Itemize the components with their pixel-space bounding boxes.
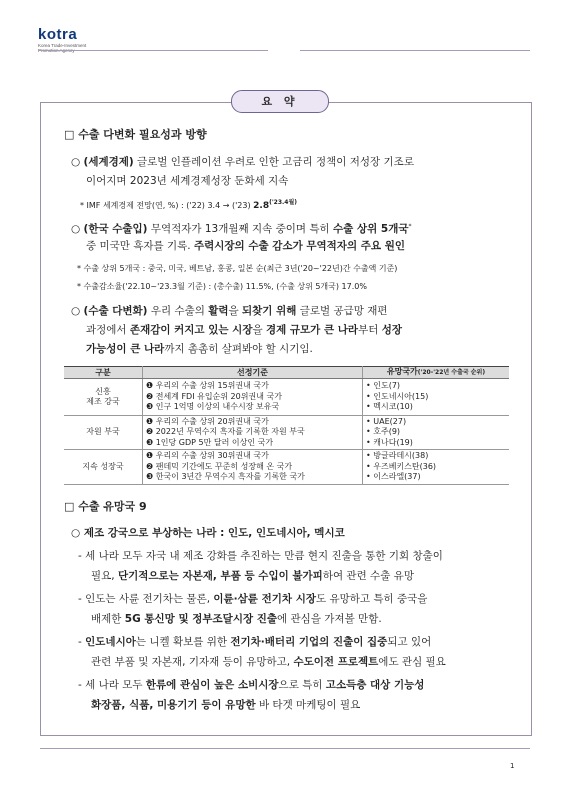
country-line: • 우즈베키스탄(36) [366, 461, 437, 471]
country-line: • UAE(27) [366, 416, 407, 426]
d3-l2-c: 에도 관심 필요 [378, 656, 446, 668]
d1-line2 [91, 569, 414, 583]
country-line: • 이스라엘(37) [366, 472, 421, 482]
country-line: • 캐나다(19) [366, 437, 413, 447]
header-rule-left [38, 50, 268, 51]
p3-l3-b: 까지 촘촘히 살펴봐야 할 시기임. [164, 343, 313, 355]
p2-line2 [86, 239, 405, 253]
d3-l1-b: 인도네시아 [85, 636, 136, 648]
d2-l2-b: 5G 통신망 및 정부조달시장 진출 [124, 613, 278, 625]
p3-l1-b: 활력 [208, 305, 229, 317]
promising-countries-table [64, 366, 509, 485]
table-header-note: ('20-'22년 수출국 순위) [417, 369, 486, 376]
d2-l1-c: 도 유망하고 특히 중국을 [315, 593, 428, 605]
section2-title: □ 수출 유망국 9 [64, 500, 147, 513]
d1-line1: - 세 나라 모두 자국 내 제조 강화를 추진하는 만큼 현지 진출을 통한 기회 창출이 [78, 550, 443, 562]
d3-line1 [78, 635, 431, 649]
table-cell-group [64, 416, 143, 450]
d4-l2-a: 화장품, 식품, 미용기기 등이 유망한 [91, 699, 256, 711]
section2-subheading: ○ 제조 강국으로 부상하는 나라 : 인도, 인도네시아, 멕시코 [71, 527, 345, 539]
d3-l1-e: 되고 있어 [387, 636, 432, 648]
criteria-line: ❷ 2022년 무역수지 흑자를 기록한 자원 부국 [146, 427, 305, 437]
p3-l1-d: 되찾기 위해 [242, 305, 297, 317]
p3-l2-a: 과정에서 [86, 324, 130, 336]
criteria-line: ❷ 팬데믹 기간에도 꾸준히 성장해 온 국가 [146, 461, 293, 471]
note-decline: * 수출감소율('22.10~'23.3월 기준) : (총수출) 11.5%, (수출 상위 5개국) 17.0% [77, 282, 367, 291]
p1-text: 글로벌 인플레이션 우려로 인한 고금리 정책이 저성장 기조로 [133, 156, 414, 168]
p2-line2-bold: 주력시장의 수출 감소가 무역적자의 주요 원인 [193, 240, 405, 252]
p3-l2-e: 부터 [358, 324, 382, 336]
p3-prefix: (수출 다변화) [83, 305, 148, 317]
p1-bullet: ○ [71, 156, 81, 168]
table-header-criteria: 선정기준 [143, 367, 363, 379]
p3-l3-a: 가능성이 큰 나라 [86, 343, 165, 355]
d3-l2-b: 수도이전 프로젝트 [293, 656, 379, 668]
table-cell-group [64, 450, 143, 485]
d2-line1 [78, 592, 427, 606]
note-imf [80, 196, 297, 213]
country-line: • 방글라데시(38) [366, 451, 429, 461]
p3-l2-d: 경제 규모가 큰 나라 [265, 324, 359, 336]
p2-prefix: (한국 수출입) [83, 223, 148, 235]
table-cell-criteria [143, 450, 363, 485]
note-top5: * 수출 상위 5개국 : 중국, 미국, 베트남, 홍콩, 일본 순(최근 3년('20~'22년)간 수출액 기준) [77, 264, 398, 273]
d4-line2 [91, 698, 360, 712]
p2-bold: 수출 상위 5개국 [333, 223, 409, 235]
p3-l2-f: 성장 [381, 324, 402, 336]
d4-l1-b: 한류에 관심이 높은 소비시장 [145, 679, 279, 691]
logo-subtitle: Korea Trade-Investment [38, 43, 87, 48]
country-line: • 인도네시아(15) [366, 391, 429, 401]
d2-l1-b: 이륜·삼륜 전기차 시장 [213, 593, 316, 605]
p1-line1 [71, 155, 414, 169]
d3-l2-a: 관련 부품 및 자본재, 기자재 등이 유망하고, [91, 656, 294, 668]
d2-l2-c: 에 관심을 가져볼 만함. [277, 613, 382, 625]
country-line: • 호주(9) [366, 427, 401, 437]
d1-l2-a: 필요, [91, 570, 118, 582]
p3-l1-c: 을 [228, 305, 242, 317]
group-line: 자원 부국 [86, 427, 120, 437]
table-cell-group [64, 379, 143, 416]
d4-l2-b: 바 타겟 마케팅이 필요 [255, 699, 361, 711]
d4-l1-c: 으로 특히 [278, 679, 326, 691]
p3-line3 [86, 342, 313, 356]
group-line: 지속 성장국 [82, 461, 124, 471]
note-imf-value: 2.8 [253, 201, 270, 211]
note-imf-sup: ('23.4월) [269, 199, 298, 206]
p2-text: 무역적자가 13개월째 지속 중이며 특히 [147, 223, 334, 235]
d2-l1-a: - 인도는 사륜 전기차는 물론, [78, 593, 214, 605]
criteria-line: ❸ 1인당 GDP 5만 달러 이상인 국가 [146, 437, 274, 447]
criteria-line: ❸ 한국이 3년간 무역수지 흑자를 기록한 국가 [146, 472, 305, 482]
p3-l1-a: 우리 수출의 [147, 305, 209, 317]
d2-line2 [91, 612, 382, 626]
criteria-line: ❷ 전세계 FDI 유입순위 20위권내 국가 [146, 391, 282, 401]
table-cell-countries [363, 450, 510, 485]
table-row [64, 450, 509, 485]
p3-line2 [86, 323, 402, 337]
note-imf-text: * IMF 세계경제 전망(연, %) : ('22) 3.4 → ('23) [80, 201, 254, 210]
p1-line2: 이어지며 2023년 세계경제성장 둔화세 지속 [86, 175, 289, 187]
table-row [64, 416, 509, 450]
criteria-line: ❶ 우리의 수출 상위 20위권내 국가 [146, 416, 269, 426]
p3-l2-c: 을 [252, 324, 266, 336]
table-cell-countries [363, 379, 510, 416]
p3-bullet: ○ [71, 305, 81, 317]
footer-rule [40, 748, 530, 749]
p3-l2-b: 존재감이 커지고 있는 시장 [129, 324, 253, 336]
table-header-countries-label: 유망국가 [386, 367, 418, 376]
kotra-logo [38, 26, 98, 53]
p2-line2-text: 중 미국만 흑자를 기록. [86, 240, 194, 252]
p3-l1-e: 글로벌 공급망 재편 [296, 305, 388, 317]
d1-l2-b: 단기적으로는 자본재, 부품 등 수입이 불가피 [117, 570, 323, 582]
d3-l1-c: 는 니켈 확보를 위한 [135, 636, 231, 648]
d3-line2 [91, 655, 446, 669]
country-line: • 멕시코(10) [366, 402, 413, 412]
d2-l2-a: 배제한 [91, 613, 125, 625]
table-cell-countries [363, 416, 510, 450]
group-line: 신흥 [95, 386, 111, 396]
table-header-row [64, 367, 509, 379]
p1-prefix: (세계경제) [83, 156, 134, 168]
table-row [64, 379, 509, 416]
d3-l1-a: - [78, 636, 86, 648]
p2-line1 [71, 220, 412, 236]
d1-l2-c: 하여 관련 수출 유망 [322, 570, 414, 582]
table-cell-criteria [143, 416, 363, 450]
d3-l1-d: 전기차·배터리 기업의 진출이 집중 [230, 636, 388, 648]
criteria-line: ❸ 인구 1억명 이상의 내수시장 보유국 [146, 402, 280, 412]
page-number: 1 [510, 762, 515, 770]
criteria-line: ❶ 우리의 수출 상위 15위권내 국가 [146, 381, 269, 391]
country-line: • 인도(7) [366, 381, 401, 391]
d4-l1-a: - 세 나라 모두 [78, 679, 146, 691]
d4-line1 [78, 678, 424, 692]
p2-bullet: ○ [71, 223, 81, 235]
header-rule-right [300, 50, 530, 51]
group-line: 제조 강국 [86, 397, 120, 406]
section1-title: □ 수출 다변화 필요성과 방향 [64, 128, 207, 141]
logo-text: kotra [38, 26, 78, 43]
table-cell-criteria [143, 379, 363, 416]
p3-line1 [71, 304, 388, 318]
table-header-countries [363, 367, 510, 379]
summary-title: 요 약 [231, 90, 329, 113]
d4-l1-d: 고소득층 대상 기능성 [325, 679, 425, 691]
criteria-line: ❶ 우리의 수출 상위 30위권내 국가 [146, 451, 269, 461]
p2-sup: * [408, 223, 412, 230]
table-header-group: 구분 [64, 367, 143, 379]
